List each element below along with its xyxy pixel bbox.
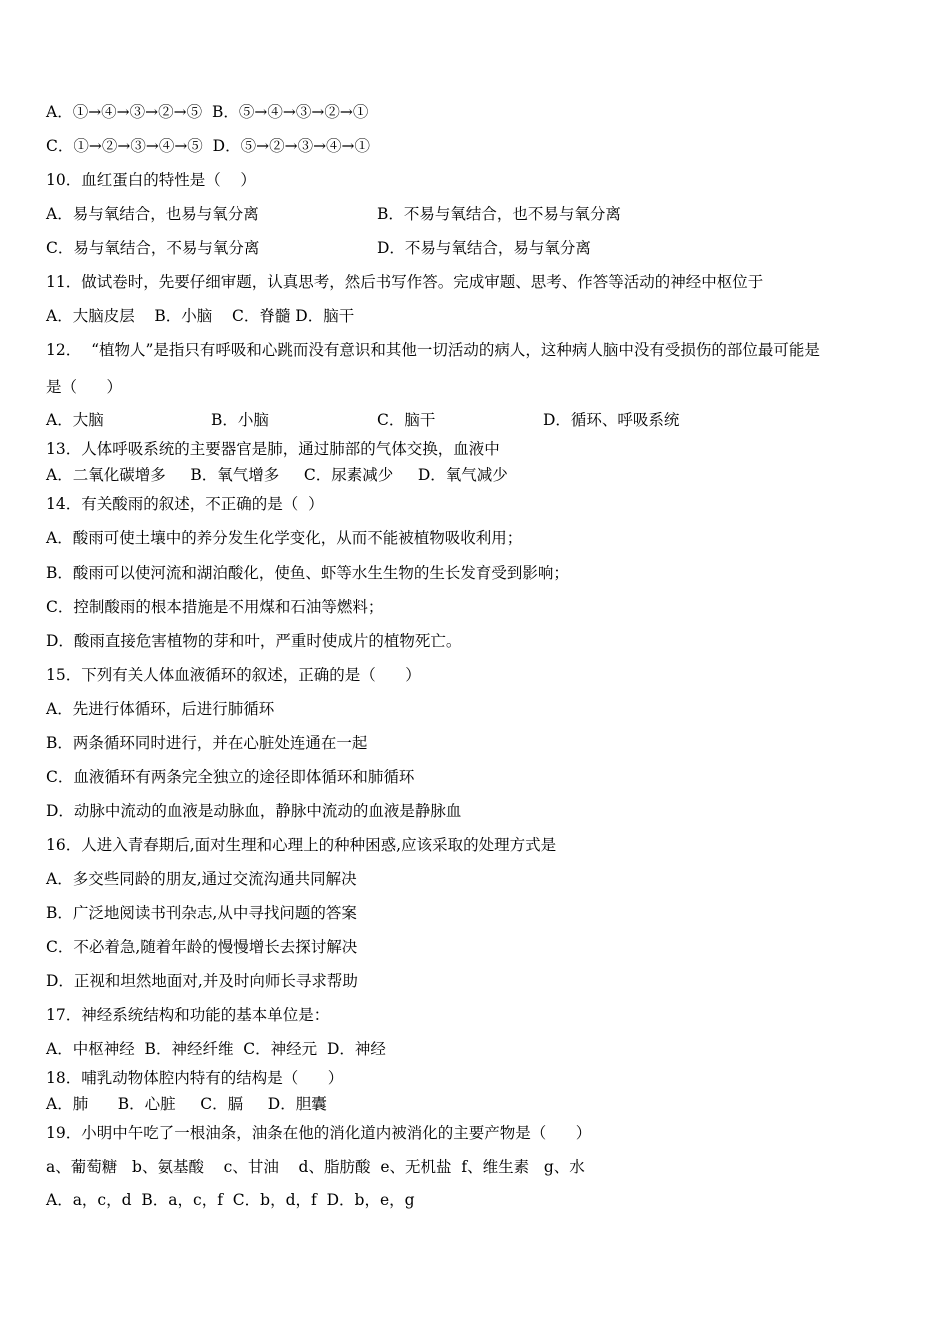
question-16-option-d: D．正视和坦然地面对,并及时向师长寻求帮助 [46, 972, 358, 990]
question-14-option-d: D．酸雨直接危害植物的芽和叶，严重时使成片的植物死亡。 [46, 632, 462, 650]
question-12-option-b: B．小脑 [211, 411, 269, 429]
question-15-option-d: D．动脉中流动的血液是动脉血，静脉中流动的血液是静脉血 [46, 802, 462, 820]
question-12-stem-line-2: 是（ ） [46, 378, 123, 396]
question-10-stem: 10．血红蛋白的特性是（ ） [46, 171, 256, 189]
question-14-stem: 14．有关酸雨的叙述，不正确的是（ ） [46, 495, 324, 513]
question-19-options: A．a，c，d B．a，c，f C．b，d，f D．b，e，g [46, 1191, 415, 1209]
question-10-option-c: C．易与氧结合，不易与氧分离 [46, 239, 260, 257]
question-10-option-a: A．易与氧结合，也易与氧分离 [46, 205, 259, 223]
question-14-option-b: B．酸雨可以使河流和湖泊酸化，使鱼、虾等水生生物的生长发育受到影响； [46, 564, 569, 582]
question-13-options: A．二氧化碳增多 B．氧气增多 C．尿素减少 D．氧气减少 [46, 466, 508, 484]
question-16-option-b: B．广泛地阅读书刊杂志,从中寻找问题的答案 [46, 904, 357, 922]
question-10-option-b: B．不易与氧结合，也不易与氧分离 [377, 205, 621, 223]
question-12-stem-line-1: 12． “植物人”是指只有呼吸和心跳而没有意识和其他一切活动的病人，这种病人脑中没有受损伤的部位最可能是 [46, 341, 820, 359]
question-18-stem: 18．哺乳动物体腔内特有的结构是（ ） [46, 1069, 344, 1087]
question-16-option-c: C．不必着急,随着年龄的慢慢增长去探讨解决 [46, 938, 358, 956]
question-16-stem: 16．人进入青春期后,面对生理和心理上的种种困惑,应该采取的处理方式是 [46, 836, 557, 854]
question-14-option-a: A．酸雨可使土壤中的养分发生化学变化，从而不能被植物吸收利用； [46, 529, 523, 547]
question-9-options-row-2: C．①→②→③→④→⑤ D．⑤→②→③→④→① [46, 137, 371, 155]
question-13-stem: 13．人体呼吸系统的主要器官是肺，通过肺部的气体交换，血液中 [46, 440, 500, 458]
question-17-options: A．中枢神经 B．神经纤维 C．神经元 D．神经 [46, 1040, 386, 1058]
question-11-stem: 11．做试卷时，先要仔细审题，认真思考，然后书写作答。完成审题、思考、作答等活动的神经中枢位于 [46, 273, 764, 291]
question-15-option-b: B．两条循环同时进行，并在心脏处连通在一起 [46, 734, 368, 752]
question-10-option-d: D．不易与氧结合，易与氧分离 [377, 239, 591, 257]
question-19-items: a、葡萄糖 b、氨基酸 c、甘油 d、脂肪酸 e、无机盐 f、维生素 g、水 [46, 1158, 585, 1176]
question-15-option-a: A．先进行体循环，后进行肺循环 [46, 700, 275, 718]
question-12-option-a: A．大脑 [46, 411, 104, 429]
question-17-stem: 17．神经系统结构和功能的基本单位是： [46, 1006, 330, 1024]
question-15-option-c: C．血液循环有两条完全独立的途径即体循环和肺循环 [46, 768, 415, 786]
question-12-option-d: D．循环、呼吸系统 [543, 411, 680, 429]
question-19-stem: 19．小明中午吃了一根油条，油条在他的消化道内被消化的主要产物是（ ） [46, 1124, 592, 1142]
question-16-option-a: A．多交些同龄的朋友,通过交流沟通共同解决 [46, 870, 357, 888]
question-12-option-c: C．脑干 [377, 411, 436, 429]
question-15-stem: 15．下列有关人体血液循环的叙述，正确的是（ ） [46, 666, 421, 684]
question-11-options: A．大脑皮层 B．小脑 C．脊髓 D．脑干 [46, 307, 355, 325]
question-14-option-c: C．控制酸雨的根本措施是不用煤和石油等燃料； [46, 598, 384, 616]
question-18-options: A．肺 B．心脏 C．膈 D．胆囊 [46, 1095, 327, 1113]
question-9-options-row-1: A．①→④→③→②→⑤ B．⑤→④→③→②→① [46, 103, 369, 121]
